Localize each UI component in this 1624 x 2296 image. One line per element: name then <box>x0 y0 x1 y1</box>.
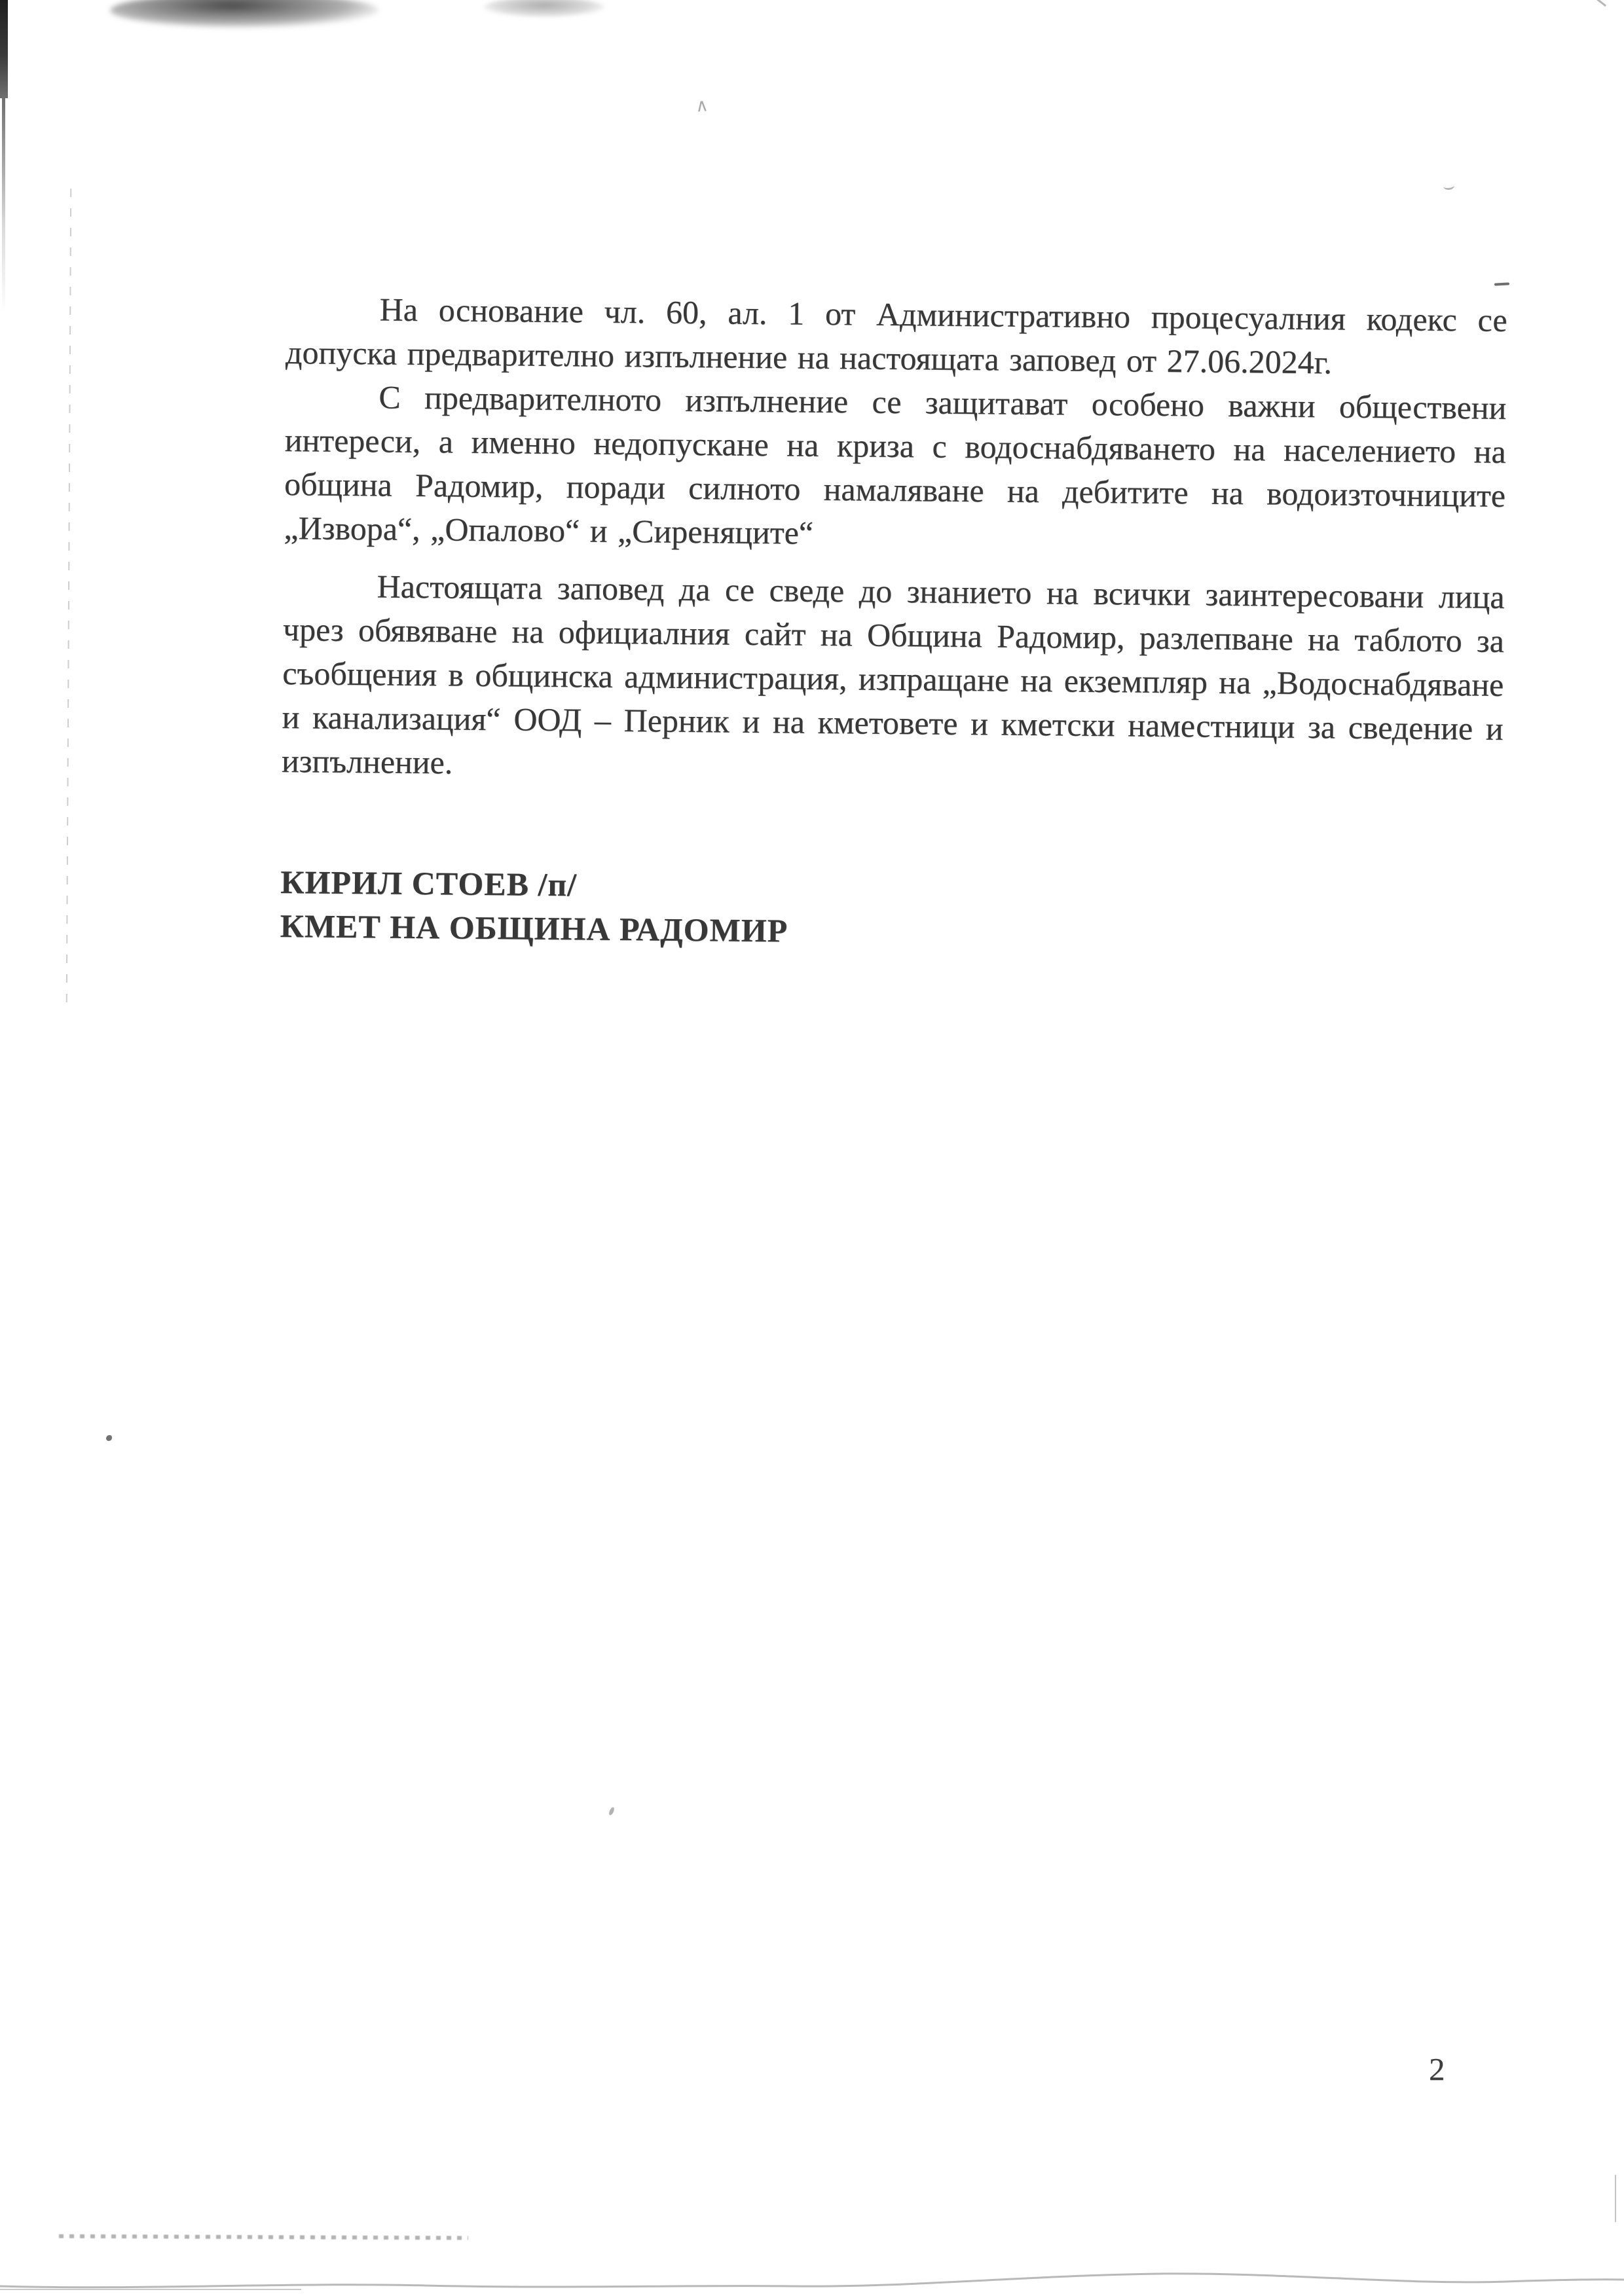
body-paragraph-2: С предварителното изпълнение се защитават особено важни обществени интереси, а именно недопускане на криза с водоснабдяването на населението на община Радомир, поради силното намаляване на дебитите на водоизточниците „Извора“, „Опалово“ и „Сиреняците“ <box>284 378 1507 551</box>
scan-artifact-tilde-mark <box>1443 181 1454 191</box>
scan-artifact-corner-tick <box>1596 0 1606 7</box>
signature-title: КМЕТ НА ОБЩИНА РАДОМИР <box>280 907 788 949</box>
scan-artifact-speck-2 <box>608 1806 616 1815</box>
scan-artifact-bottom-straight-line <box>0 2289 301 2290</box>
document-body <box>280 287 1507 960</box>
scan-artifact-left-edge-tail <box>2 97 5 313</box>
scan-artifact-dash-mark <box>1494 282 1509 285</box>
scan-artifact-bottom-wavy-line <box>0 2252 1624 2296</box>
scan-artifact-top-smudge-left <box>110 0 378 27</box>
body-paragraph-3: Настоящата заповед да се сведе до знанието на всички заинтересовани лица чрез обявяване на официалния сайт на Община Радомир, разлепване на таблото за съобщения в общинска администрация, изпращане на екземпляр на „Водоснабдяване и канализация“ ООД – Перник и на кметовете и кметски наместници за сведение и изпълнение. <box>281 568 1505 781</box>
scan-artifact-caret-mark: ∧ <box>694 95 709 117</box>
signature-block <box>280 860 1502 960</box>
body-paragraph-1: На основание чл. 60, ал. 1 от Административно процесуалния кодекс се допуска предварително изпълнение на настоящата заповед от 27.06.2024г. <box>285 291 1507 381</box>
scan-artifact-speck-1 <box>106 1435 112 1441</box>
page-number: 2 <box>1429 2051 1445 2087</box>
signature-name: КИРИЛ СТОЕВ /п/ <box>280 863 578 903</box>
scan-artifact-fold-line <box>66 189 72 1004</box>
scan-artifact-top-smudge-right <box>483 0 604 17</box>
scan-artifact-left-edge-bar <box>0 0 8 98</box>
scan-artifact-right-edge-line <box>1615 2175 1616 2222</box>
scan-artifact-dotted-smudge-line <box>59 2234 468 2240</box>
